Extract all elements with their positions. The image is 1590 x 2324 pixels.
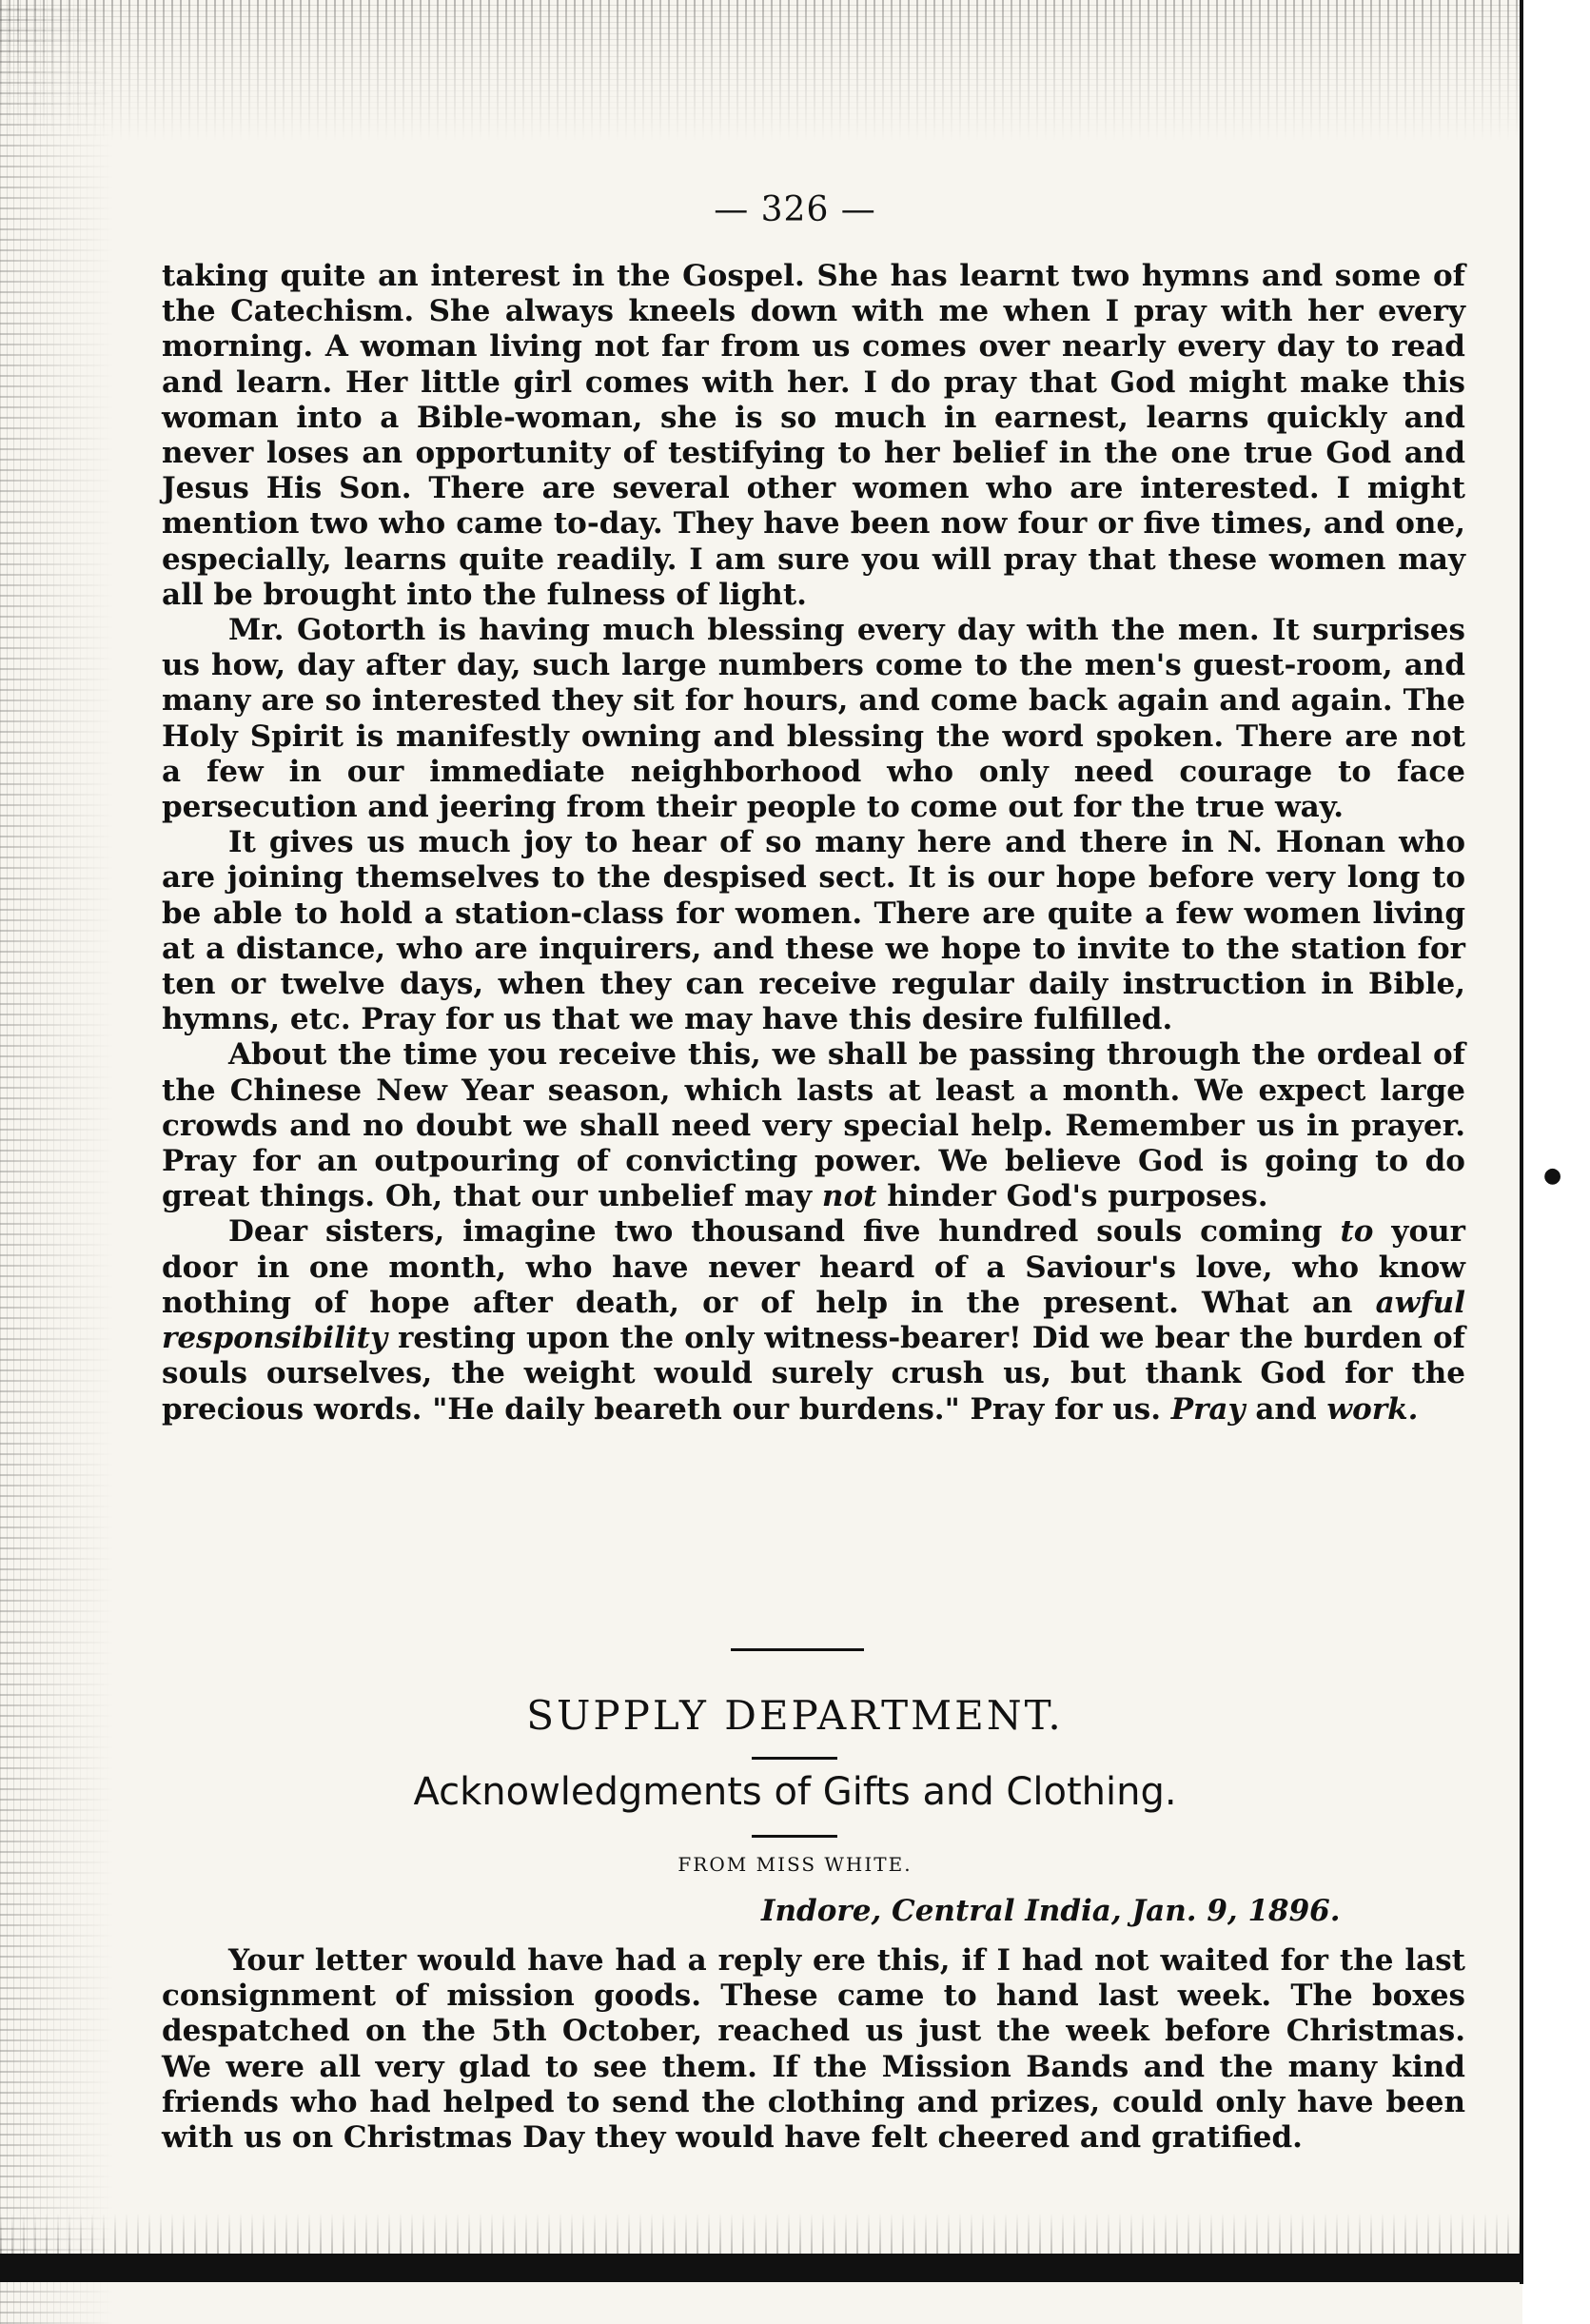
- subtitle-divider: [752, 1835, 837, 1838]
- text-run: Dear sisters, imagine two thousand five hundred souls coming: [228, 1214, 1341, 1250]
- scan-edge-rule: [1520, 0, 1523, 2284]
- text-run: About the time you receive this, we shall be passing through the ordeal of the Chinese New Year season, which lasts at least a month. We expect large crowds and no doubt we shall need very special help. Remember us in prayer. Pray for an outpouring of convicting power. We believe God is going to do great things. Oh, that our unbelief may: [162, 1037, 1465, 1214]
- emphasis-text: awful responsibility: [162, 1285, 1465, 1356]
- article-paragraph: [162, 1037, 1465, 1214]
- subsection-title: Acknowledgments of Gifts and Clothing.: [413, 1770, 1177, 1814]
- scan-bottom-bar: [0, 2254, 1522, 2282]
- scan-noise-left: [0, 0, 114, 2324]
- letter-body: [162, 1943, 1465, 2156]
- emphasis-text: work.: [1326, 1391, 1419, 1427]
- emphasis-text: to: [1340, 1214, 1374, 1250]
- emphasis-text: not: [821, 1179, 877, 1214]
- letter-from: FROM MISS WHITE.: [677, 1853, 913, 1876]
- emphasis-text: Pray: [1170, 1391, 1246, 1427]
- page-margin-right: [1522, 0, 1590, 2324]
- text-run: and: [1245, 1391, 1327, 1427]
- text-run: hinder God's purposes.: [876, 1179, 1268, 1214]
- article-paragraph: It gives us much joy to hear of so many here and there in N. Honan who are joining themselves to the despised sect. It is our hope before very long to be able to hold a station-class for women. There are quite a few women living at a distance, who are inquirers, and these we hope to invite to the station for ten or twelve days, when they can receive regular daily instruction in Bible, hymns, etc. Pray for us that we may have this desire fulfilled.: [162, 825, 1465, 1037]
- section-divider: [731, 1648, 864, 1651]
- scan-noise-bottom: [0, 2213, 1522, 2255]
- article-paragraph: Mr. Gotorth is having much blessing every day with the men. It surprises us how, day after day, such large numbers come to the men's guest-room, and many are so interested they sit for hours, and come back again and again. The Holy Spirit is manifestly owning and blessing the word spoken. There are not a few in our immediate neighborhood who only need courage to face persecution and jeering from their people to come out for the true way.: [162, 613, 1465, 825]
- letter-dateline: Indore, Central India, Jan. 9, 1896.: [761, 1894, 1341, 1928]
- text-run: resting upon the only witness-bearer! Did we bear the burden of souls ourselves, the weight would surely crush us, but thank God for the precious words. "He daily beareth our burdens." Pray for us.: [162, 1321, 1465, 1427]
- article-body: [162, 259, 1465, 1428]
- article-paragraph: taking quite an interest in the Gospel. She has learnt two hymns and some of the Catechism. She always kneels down with me when I pray with her every morning. A woman living not far from us comes over nearly every day to read and learn. Her little girl comes with her. I do pray that God might make this woman into a Bible-woman, she is so much in earnest, learns quickly and never loses an opportunity of testifying to her belief in the one true God and Jesus His Son. There are several other women who are interested. I might mention two who came to-day. They have been now four or five times, and one, especially, learns quite readily. I am sure you will pray that these women may all be brought into the fulness of light.: [162, 259, 1465, 612]
- article-paragraph: [162, 1214, 1465, 1427]
- page-number: — 326 —: [714, 190, 876, 229]
- letter-paragraph: Your letter would have had a reply ere this, if I had not waited for the last consignment of mission goods. These came to hand last week. The boxes despatched on the 5th October, reached us just the week before Christmas. We were all very glad to see them. If the Mission Bands and the many kind friends who had helped to send the clothing and prizes, could only have been with us on Christmas Day they would have felt cheered and gratified.: [162, 1943, 1465, 2156]
- section-title: SUPPLY DEPARTMENT.: [526, 1692, 1064, 1739]
- title-divider: [752, 1757, 837, 1760]
- text-run: your door in one month, who have never heard of a Saviour's love, who know nothing of hope after death, or of help in the present. What an: [162, 1214, 1465, 1320]
- ink-blot-mark: ●: [1543, 1163, 1562, 1188]
- scan-noise-top: [0, 0, 1590, 143]
